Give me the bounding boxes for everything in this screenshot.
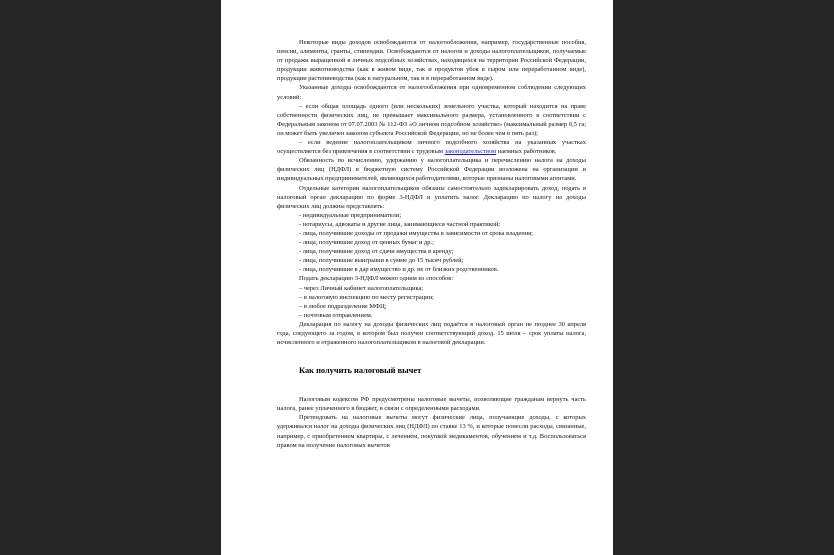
paragraph-text: – если ведение налогоплательщиком личного подсобного хозяйства на указанных участках осуществляется без привлечения в соответствии с трудовым [277,139,586,156]
document-page [221,0,613,555]
list-item: - лица, получившие выигрыши в сумме до 15 тысяч рублей; [299,257,464,265]
paragraph-land-area-condition: – если общая площадь одного (или нескольких) земельного участка, который находится на праве собственности физических лиц, не превышает максимального размера, установленного в соответствии с Федеральным законом от 07.07.2003 № 112-ФЗ «О личном подсобном хозяйстве» (максимальный размер 0,5 га; он может быть увеличен законом субъекта Российской Федерации, но не более чем в пять раз); [277,102,586,137]
paragraph-declaration-filers: Отдельные категории налогоплательщиков обязаны самостоятельно задекларировать доход, подать в налоговый орган декларацию по форме 3-НДФЛ и уплатить налог. Декларацию по налогу на доходы физических лиц должны представлять: [277,184,586,210]
list-item: - лица, получившие доход от ценных бумаг и др.; [299,239,434,247]
list-item: - лица, получившие доход от сдачи имущества в аренду; [299,248,454,256]
paragraph-tax-deductions: Налоговым кодексом РФ предусмотрены налоговые вычеты, позволяющие гражданам вернуть часть налога, ранее уплаченного в бюджет, в связи с определенными расходами. [277,396,586,413]
paragraph-text: наемных работников. [496,148,557,156]
list-item: – через Личный кабинет налогоплательщика; [299,284,424,292]
list-item: - нотариусы, адвокаты и другие лица, занимающиеся частной практикой; [299,220,500,228]
list-item: - индивидуальные предприниматели; [299,211,402,219]
paragraph-exemption-conditions: Указанные доходы освобождаются от налогообложения при одновременном соблюдении следующих условий: [277,84,586,101]
paragraph-deduction-eligibility: Претендовать на налоговые вычеты могут физические лица, получающие доходы, с которых удерживался налог на доходы физических лиц (НДФЛ) по ставке 13 %, и которые понесли расходы, связанные, например, с приобретением квартиры, с лечением, покупкой медикаментов, обучением и т.д. Воспользоваться правом на получение налоговых вычетов [277,414,586,449]
labor-legislation-link[interactable]: законодательством [444,148,497,156]
section-heading: Как получить налоговый вычет [299,366,422,376]
list-item: - лица, получившие в дар имущество и др. не от близких родственников. [299,266,499,274]
paragraph-deadlines: Декларация по налогу на доходы физических лиц подаётся в налоговый орган не позднее 30 апреля года, следующего за годом, в котором был получен соответствующий доход. 15 июля – срок уплаты налога, исчисленного и отраженного налогоплательщиком в налоговой декларации. [277,320,586,347]
paragraph-tax-exempt-income: Некоторые виды доходов освобождаются от налогообложения, например, государственные пособия, пенсии, алименты, гранты, стипендии. Освобождаются от налогов и доходы налогоплательщиков, получаемые от продажи выращенной в личных подсобных хозяйствах, находящихся на территории Российской Федерации, продукции животноводства (как в живом виде, так и продуктов убоя в сыром или переработанном виде), продукции растениеводства (как в натуральном, так и в переработанном виде). [277,39,586,83]
paragraph-filing-methods: Подать декларацию 3-НДФЛ можно одним из способов: [299,275,454,283]
list-item: - лица, получившие доходы от продажи имущества в зависимости от срока владения; [299,229,533,237]
list-item: – почтовым отправлением. [299,311,373,319]
paragraph-hired-workers-condition [277,138,586,156]
page-content [277,38,586,450]
list-item: – в любое подразделение МФЦ; [299,302,387,310]
paragraph-tax-agents: Обязанность по исчислению, удержанию у налогоплательщика и перечислению налога на доходы физических лиц (НДФЛ) в бюджетную систему Российской Федерации возложена на организации и индивидуальных предпринимателей, являющихся работодателями, которые признаны налоговыми агентами. [277,157,586,183]
list-item: – в налоговую инспекцию по месту регистрации; [299,293,434,301]
